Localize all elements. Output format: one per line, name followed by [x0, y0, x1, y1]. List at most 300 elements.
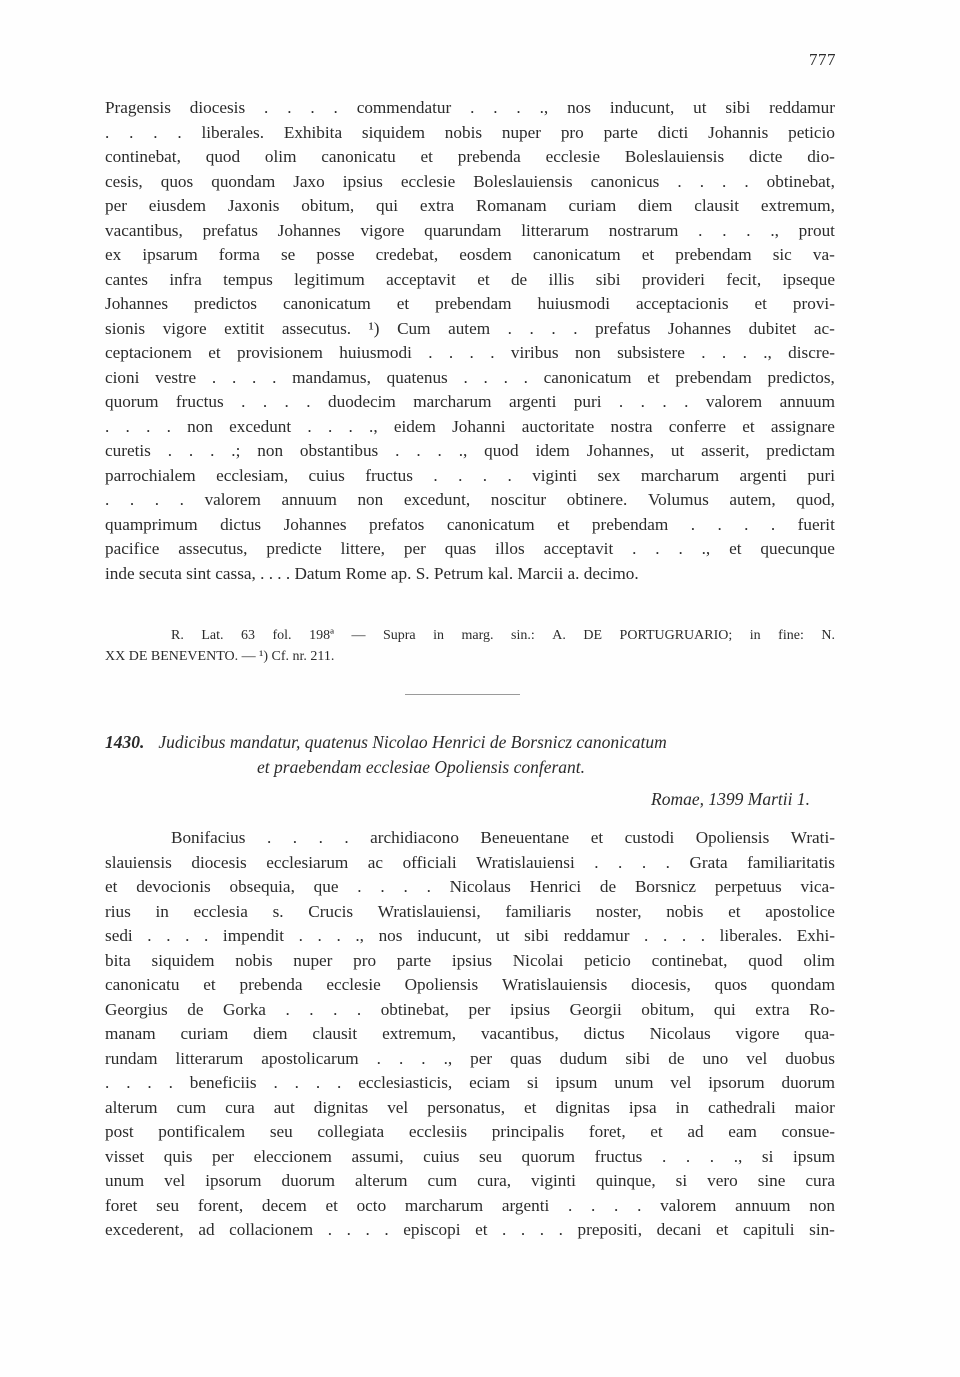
word: marg. — [461, 628, 494, 643]
word: . — [516, 98, 521, 117]
word: et — [729, 539, 742, 558]
word: et — [754, 294, 767, 313]
word: maior — [794, 1097, 835, 1117]
word: huiusmodi — [537, 294, 611, 313]
word: ipsum — [792, 1146, 835, 1166]
word: Wrati- — [790, 828, 835, 847]
word: . — [264, 98, 269, 117]
word: puri — [807, 465, 835, 485]
word: non — [187, 416, 213, 436]
text-line — [105, 1047, 835, 1072]
word: . — [655, 539, 660, 558]
word: Johannis — [708, 122, 769, 142]
word: sibi — [725, 98, 751, 117]
word: . — [721, 343, 727, 362]
word: se — [280, 245, 296, 264]
word: vacantibus, — [480, 1024, 559, 1043]
word: . — [272, 367, 277, 387]
word: quos — [160, 171, 194, 191]
word: PORTUGRUARIO; — [619, 628, 733, 643]
word: noscitur — [490, 490, 547, 509]
word: quod — [205, 147, 241, 166]
word: argenti — [739, 465, 787, 485]
word: dignitas — [313, 1097, 369, 1117]
word: quinque, — [595, 1171, 656, 1190]
word: et — [477, 269, 490, 289]
word: clausit — [694, 196, 740, 215]
word: si — [527, 1073, 539, 1092]
word: . — [231, 367, 237, 387]
word: in — [433, 628, 444, 643]
word: . — [770, 514, 776, 534]
word: quarundam — [424, 220, 502, 240]
word: . — [539, 1220, 545, 1239]
text-line — [105, 317, 835, 342]
word: viginti — [532, 465, 578, 485]
word: . — [153, 122, 158, 142]
word: s. — [272, 901, 284, 921]
word: et — [105, 877, 118, 896]
word: excedunt, — [403, 490, 471, 509]
word: ecclesie — [400, 171, 456, 191]
word: nuper — [293, 950, 333, 970]
word: subsistere — [617, 343, 685, 362]
word: cura — [805, 1171, 835, 1190]
word: . — [188, 441, 194, 460]
word: . — [395, 441, 400, 460]
entry-number: 1430. — [105, 732, 145, 752]
word: . — [458, 465, 463, 485]
word: . — [168, 1073, 173, 1092]
word: pro — [353, 950, 377, 970]
word: . — [677, 171, 682, 191]
word: . — [742, 343, 747, 362]
word: non — [809, 1195, 835, 1215]
word: . — [416, 441, 421, 460]
entry-text — [105, 826, 835, 1243]
word: . — [167, 441, 173, 460]
word: peticio — [584, 950, 631, 970]
word: Crucis — [308, 901, 354, 921]
word: familiaris — [505, 901, 572, 921]
word: acceptavit — [543, 539, 614, 558]
word: sine — [757, 1171, 786, 1190]
word: . — [520, 1220, 526, 1239]
word: visset — [105, 1146, 145, 1166]
word: quecunque — [760, 539, 835, 558]
word: pacifice — [105, 539, 160, 558]
word: in — [675, 1097, 689, 1117]
word: ., — [701, 539, 711, 558]
word: et — [325, 1195, 338, 1215]
word: ., — [458, 441, 468, 460]
text-line — [105, 390, 835, 415]
text-line — [105, 900, 835, 925]
word: ecclesiam, — [216, 465, 289, 485]
word: Borsnicz — [634, 877, 697, 896]
text-line — [105, 121, 835, 146]
word: . — [717, 514, 722, 534]
word: dio- — [807, 147, 835, 166]
word: . — [640, 392, 645, 411]
word: . — [177, 122, 182, 142]
word: vestre — [155, 367, 197, 387]
word: . — [129, 490, 135, 509]
text-line — [105, 268, 835, 293]
word: . — [327, 1220, 332, 1239]
word: per — [403, 539, 426, 558]
word: . — [317, 926, 322, 945]
word: rius — [105, 901, 131, 921]
word: sibi — [595, 269, 621, 289]
word: illos — [495, 539, 525, 558]
word: Jaxonis — [227, 196, 280, 215]
word: assignare — [770, 416, 835, 436]
word: marcharum — [404, 1195, 484, 1215]
word: prebendam — [675, 367, 752, 387]
word: obsequia, — [229, 877, 295, 896]
word: . — [503, 367, 508, 387]
word: vigore — [162, 318, 207, 338]
text-line — [105, 1218, 835, 1243]
word: et — [590, 828, 604, 847]
text-line — [105, 1194, 835, 1219]
word: . — [309, 999, 314, 1019]
word: ¹) — [368, 318, 380, 338]
word: officiali — [402, 852, 457, 872]
word: . — [661, 1146, 667, 1166]
word: provisionem — [236, 343, 323, 362]
word: curiam — [568, 196, 617, 215]
word: cum — [176, 1097, 207, 1117]
word: nos — [378, 926, 403, 945]
word: obitum, — [641, 999, 695, 1019]
word: seu — [479, 1146, 502, 1166]
word: octo — [356, 1195, 387, 1215]
text-line — [105, 415, 835, 440]
word: olim — [803, 950, 835, 970]
word: eam — [728, 1122, 757, 1141]
word: archidiacono — [370, 828, 459, 847]
word: ipsius — [342, 171, 383, 191]
word: vigore — [735, 1024, 780, 1043]
word: Beneuentane — [480, 828, 570, 847]
word: cantes — [105, 269, 148, 289]
word: in — [155, 901, 169, 921]
word: prout — [798, 220, 835, 240]
word: dictus — [583, 1024, 625, 1043]
word: . — [463, 367, 468, 387]
word: quorum — [105, 392, 159, 411]
word: conferre — [668, 416, 727, 436]
word: continebat, — [651, 950, 728, 970]
word: pro — [560, 122, 584, 142]
word: canonicatum — [532, 245, 621, 264]
word: . — [284, 392, 289, 411]
word: . — [698, 220, 703, 240]
word: Gorka — [222, 999, 266, 1019]
word: nostra — [610, 416, 653, 436]
word: sin- — [809, 1220, 835, 1239]
word: clausit — [312, 1024, 358, 1043]
word: de — [668, 1048, 685, 1068]
word: ., — [763, 343, 772, 362]
text-line — [105, 1120, 835, 1145]
word: discre- — [788, 343, 835, 362]
word: . — [298, 926, 303, 945]
word: acceptacionis — [636, 294, 729, 313]
word: Bonifacius — [171, 828, 246, 847]
word: sic — [772, 245, 792, 264]
word: dignitas — [555, 1097, 610, 1117]
word: dubitet — [748, 318, 797, 338]
word: et — [647, 367, 660, 387]
word: obitum, — [301, 196, 355, 215]
word: extitit — [224, 318, 265, 338]
word: . — [147, 1073, 152, 1092]
word: Johanni — [452, 416, 506, 436]
word: fructus — [175, 392, 224, 411]
word: prefatus — [595, 318, 651, 338]
word: forma — [218, 245, 260, 264]
word: argenti — [508, 392, 557, 411]
word: ipseque — [782, 269, 835, 289]
word: — — [351, 628, 366, 643]
word: vel — [387, 1097, 409, 1117]
word: eosdem — [459, 245, 512, 264]
word: prebendam — [591, 514, 669, 534]
word: ipsorum — [205, 1171, 262, 1190]
word: . — [154, 490, 160, 509]
word: continebat, — [105, 147, 181, 166]
word: eiusdem — [148, 196, 207, 215]
text-line: inde secuta sint cassa, . . . . Datum Rome ap. S. Petrum kal. Marcii a. decimo. — [105, 563, 639, 583]
text-line — [105, 924, 835, 949]
word: . — [403, 877, 408, 896]
word: . — [365, 1220, 370, 1239]
word: vigore — [360, 220, 405, 240]
word: manam — [105, 1024, 156, 1043]
text-line — [105, 1071, 835, 1096]
word: . — [558, 1220, 563, 1239]
word: per — [212, 1146, 234, 1166]
word: . — [241, 392, 246, 411]
word: . — [469, 343, 474, 362]
word: Boleslauiensis — [624, 147, 725, 166]
word: si — [761, 1146, 774, 1166]
word: predictam — [766, 441, 835, 460]
word: Jaxo — [293, 171, 325, 191]
entry-summary-continued: et praebendam ecclesiae Opoliensis conferant. — [257, 757, 586, 777]
word: et — [728, 901, 741, 921]
word: ., — [539, 98, 549, 117]
word: parte — [603, 122, 638, 142]
word: sedi — [105, 926, 133, 945]
word: vica- — [800, 877, 835, 896]
word: eleccionem — [253, 1146, 332, 1166]
text-line — [105, 96, 835, 121]
text-line — [105, 341, 835, 366]
word: Georgii — [569, 999, 622, 1019]
word: . — [573, 318, 578, 338]
word: excedunt — [229, 416, 292, 436]
word: sibi — [625, 1048, 651, 1068]
word: autem — [448, 318, 491, 338]
word: prebendam — [675, 245, 752, 264]
word: littere, — [340, 539, 385, 558]
entry-summary: Judicibus mandatur, quatenus Nicolao Henrici de Borsnicz canonicatum — [158, 732, 667, 752]
word: ecclesie — [545, 147, 600, 166]
word: quas — [444, 539, 477, 558]
text-line — [105, 1169, 835, 1194]
word: valorem — [660, 1195, 717, 1215]
text-line — [105, 464, 835, 489]
word: vel — [746, 1048, 768, 1068]
word: . — [685, 1146, 691, 1166]
word: . — [662, 392, 667, 411]
word: qua- — [804, 1024, 835, 1043]
word: . — [744, 171, 749, 191]
word: Supra — [382, 628, 416, 643]
word: Cum — [397, 318, 431, 338]
word: . — [701, 343, 706, 362]
word: cura, — [477, 1171, 512, 1190]
entry-heading — [105, 730, 835, 780]
word: duodecim — [328, 392, 396, 411]
word: non — [257, 441, 284, 460]
word: . — [428, 343, 433, 362]
word: . — [292, 828, 298, 847]
word: mandamus, — [292, 367, 371, 387]
word: . — [568, 1195, 573, 1215]
word: seu — [269, 1122, 293, 1141]
word: vero — [707, 1171, 738, 1190]
word: eciam — [469, 1073, 511, 1092]
word: ., — [443, 1048, 453, 1068]
word: fructus — [594, 1146, 643, 1166]
word: cioni — [105, 367, 140, 387]
word: argenti — [501, 1195, 550, 1215]
word: valorem — [705, 392, 763, 411]
footnote-line — [105, 626, 835, 647]
word: . — [306, 392, 311, 411]
word: dicte — [748, 147, 783, 166]
word: . — [125, 416, 130, 436]
word: nos — [567, 98, 591, 117]
text-line — [105, 488, 835, 513]
word: . — [482, 465, 488, 485]
word: . — [210, 441, 215, 460]
word: . — [146, 416, 151, 436]
word: nobis — [444, 122, 483, 142]
word: capituli — [743, 1220, 795, 1239]
word: . — [307, 416, 312, 436]
word: quondam — [211, 171, 276, 191]
word: . — [684, 392, 689, 411]
word: ipsa — [628, 1097, 657, 1117]
word: . — [376, 1048, 381, 1068]
word: R. — [171, 628, 184, 643]
word: bita — [105, 950, 131, 970]
word: infra — [169, 269, 202, 289]
word: . — [529, 318, 534, 338]
word: annuum — [281, 490, 337, 509]
word: unum — [614, 1073, 654, 1092]
word: et — [203, 975, 216, 994]
word: et — [208, 343, 221, 362]
word: prebenda — [457, 147, 521, 166]
word: Grata — [689, 852, 728, 872]
word: familiaritatis — [747, 852, 835, 872]
word: per — [105, 196, 127, 215]
word: . — [105, 490, 110, 509]
word: qui — [376, 196, 399, 215]
word: per — [468, 999, 491, 1019]
word: sibi — [524, 926, 549, 945]
word: perpetuus — [714, 877, 782, 896]
word: . — [591, 1195, 596, 1215]
word: . — [348, 416, 353, 436]
word: ut — [496, 926, 510, 945]
word: obtinebat, — [766, 171, 835, 191]
word: . — [618, 852, 623, 872]
word: siquidem — [361, 122, 425, 142]
word: Exhi- — [796, 926, 835, 945]
word: . — [285, 999, 290, 1019]
word: predictos, — [767, 367, 835, 387]
text-line — [105, 537, 835, 562]
word: A. — [552, 628, 566, 643]
word: viribus — [510, 343, 559, 362]
word: assecutus. — [281, 318, 352, 338]
word: sex — [597, 465, 621, 485]
word: beneficiis — [189, 1073, 257, 1092]
section-divider — [405, 694, 520, 695]
word: . — [356, 999, 362, 1019]
word: . — [179, 490, 184, 509]
word: diocesis — [189, 98, 246, 117]
word: ceptacionem — [105, 343, 192, 362]
word: et — [524, 1097, 537, 1117]
word: . — [344, 828, 349, 847]
word: . — [700, 926, 706, 945]
footnote — [105, 626, 835, 667]
word: collacionem — [229, 1220, 314, 1239]
word: . — [426, 877, 431, 896]
word: consue- — [781, 1122, 835, 1141]
word: . — [523, 367, 528, 387]
word: liberales. — [719, 926, 783, 945]
word: . — [744, 514, 749, 534]
word: diocesis, — [631, 975, 691, 994]
word: . — [294, 1073, 299, 1092]
word: extra — [755, 999, 790, 1019]
word: et — [641, 245, 655, 264]
word: aut — [273, 1097, 295, 1117]
word: canonicatum — [446, 514, 535, 534]
word: diem — [253, 1024, 288, 1043]
word: quod, — [796, 490, 835, 509]
word: de — [187, 999, 204, 1019]
word: . — [502, 1220, 507, 1239]
word: sin.: — [511, 628, 535, 643]
word: . — [641, 852, 647, 872]
word: nostrarum — [608, 220, 679, 240]
word: Wratislauiensis — [502, 975, 608, 994]
word: . — [337, 1073, 342, 1092]
word: decem — [261, 1195, 307, 1215]
word: foret — [105, 1195, 138, 1215]
